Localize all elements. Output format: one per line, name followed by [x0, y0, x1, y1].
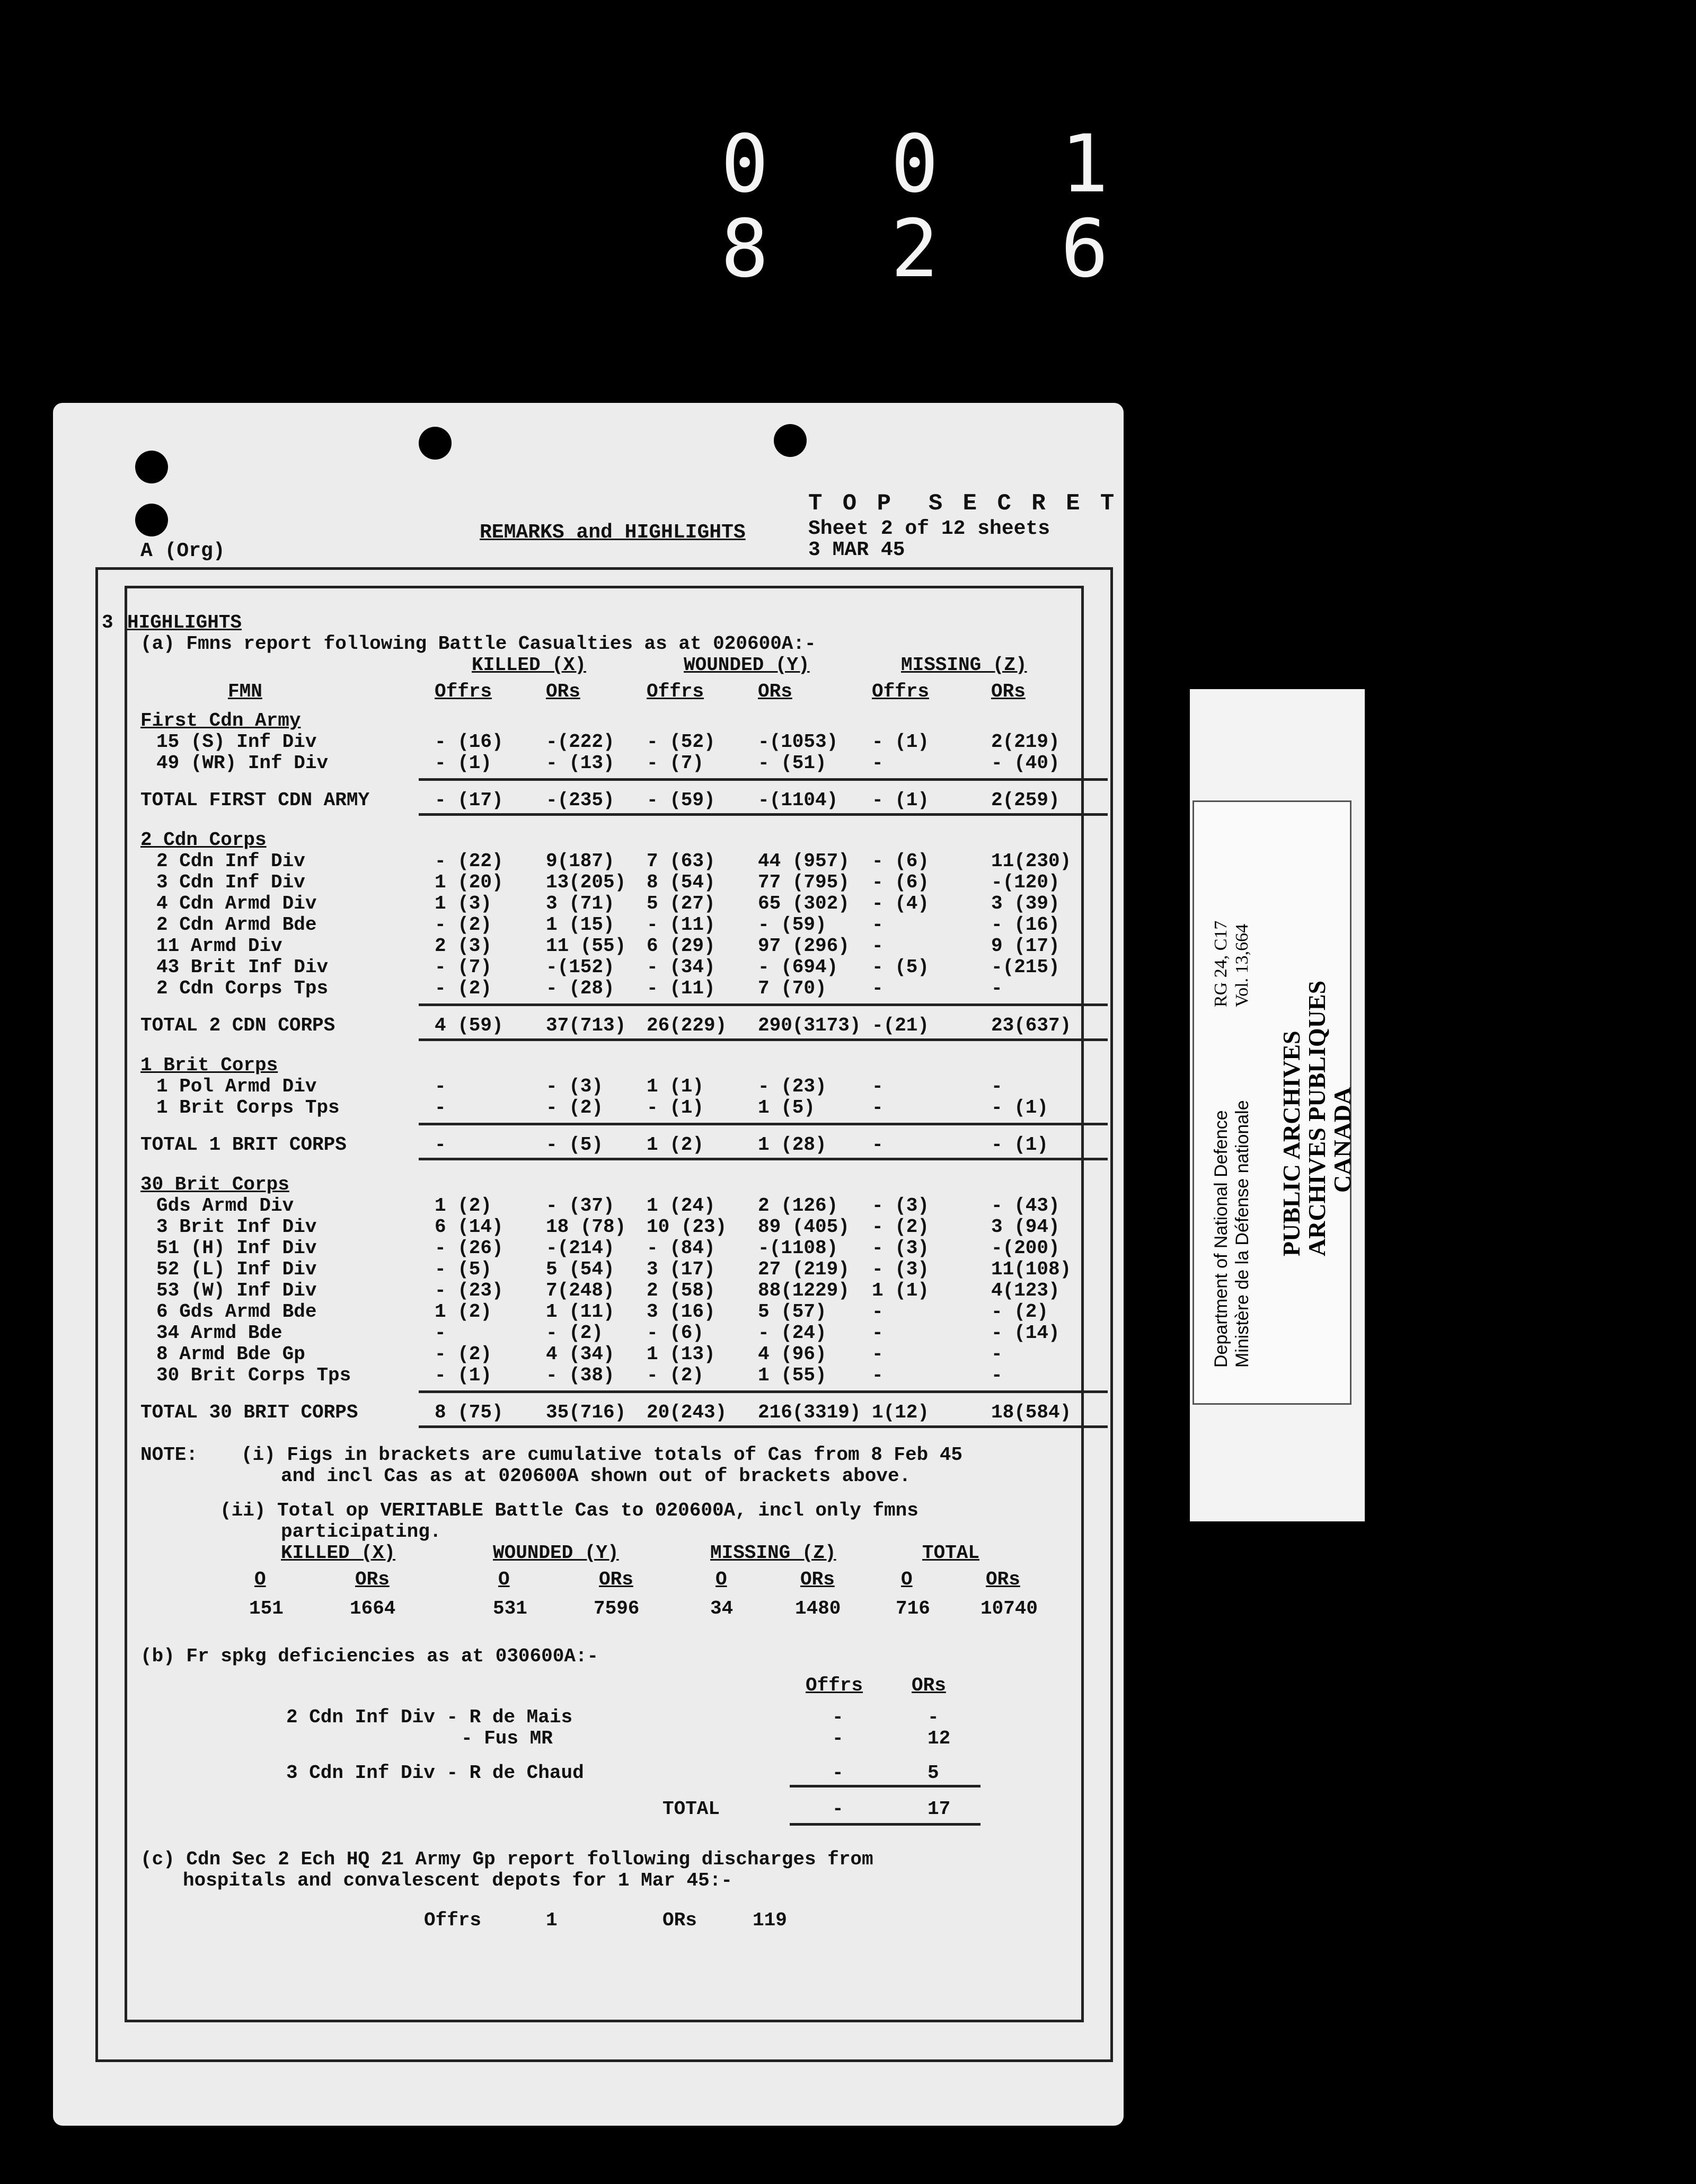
casualty-value: 77 (795) — [758, 871, 850, 893]
casualty-value: - (1) — [435, 1364, 492, 1386]
column-offrs-0: Offrs — [435, 681, 492, 702]
casualty-value: 2 (3) — [435, 935, 492, 957]
deficiency-offrs: - — [832, 1706, 844, 1728]
casualty-value: 1 (20) — [435, 871, 504, 893]
deficiency-rule-top — [790, 1785, 980, 1787]
casualty-value: - (28) — [546, 977, 615, 999]
casualty-value: - (3) — [872, 1195, 930, 1217]
total-rule-top — [419, 778, 1108, 781]
casualty-value: 7 (70) — [758, 977, 827, 999]
killed-group-heading: KILLED (X) — [472, 654, 587, 676]
casualty-value: - (52) — [647, 731, 716, 753]
casualty-value: 4 (34) — [546, 1343, 615, 1365]
microfilm-frame-number: 0 0 1 8 2 6 — [721, 118, 1146, 295]
formation-name: 2 Cdn Corps Tps — [156, 977, 329, 999]
total-rule-bottom — [419, 1038, 1108, 1041]
casualty-value: - (22) — [435, 850, 504, 872]
veritable-value: 34 — [710, 1598, 734, 1619]
section-title: HIGHLIGHTS — [127, 612, 242, 633]
total-value: 1 (28) — [758, 1134, 827, 1156]
note-label: NOTE: — [140, 1444, 198, 1466]
document-sheet — [53, 403, 1124, 2126]
veritable-subheading: O — [901, 1569, 913, 1590]
total-label: TOTAL 30 BRIT CORPS — [140, 1402, 358, 1423]
casualty-value: - — [872, 977, 884, 999]
formation-name: 53 (W) Inf Div — [156, 1280, 317, 1301]
casualty-value: 27 (219) — [758, 1258, 850, 1280]
column-offrs-2: Offrs — [647, 681, 704, 702]
casualty-value: 11(230) — [991, 850, 1072, 872]
total-value: -(21) — [872, 1015, 930, 1036]
casualty-value: - (43) — [991, 1195, 1060, 1217]
dept-fr: Ministère de la Défense nationale — [1232, 1100, 1252, 1368]
casualty-value: - — [435, 1097, 446, 1119]
formation-name: 2 Cdn Armd Bde — [156, 914, 317, 936]
deficiency-col-ors: ORs — [912, 1675, 946, 1696]
casualty-value: 2 (126) — [758, 1195, 838, 1217]
casualty-value: - (1) — [647, 1097, 704, 1119]
casualty-value: -(120) — [991, 871, 1060, 893]
veritable-value: 7596 — [594, 1598, 640, 1619]
total-rule-top — [419, 1003, 1108, 1006]
column-ors-1: ORs — [546, 681, 580, 702]
casualty-value: -(1053) — [758, 731, 838, 753]
casualty-value: 88(1229) — [758, 1280, 850, 1301]
sheet-number: Sheet 2 of 12 sheets — [808, 517, 1050, 540]
casualty-value: - (694) — [758, 956, 838, 978]
casualty-value: - (2) — [435, 1343, 492, 1365]
total-value: - (17) — [435, 789, 504, 811]
formation-name: 8 Armd Bde Gp — [156, 1343, 305, 1365]
casualty-value: - (2) — [546, 1322, 604, 1344]
casualty-value: - — [872, 935, 884, 957]
casualty-value: - (11) — [647, 977, 716, 999]
total-value: - — [872, 1134, 884, 1156]
total-rule-bottom — [419, 813, 1108, 816]
column-fmn: FMN — [228, 681, 262, 702]
casualty-value: - (37) — [546, 1195, 615, 1217]
deficiency-unit: - Fus MR — [461, 1728, 553, 1749]
casualty-value: 1 (2) — [435, 1195, 492, 1217]
column-ors-5: ORs — [991, 681, 1026, 702]
casualty-value: 1 (11) — [546, 1301, 615, 1323]
formation-name: 34 Armd Bde — [156, 1322, 282, 1344]
archive-name-fr: ARCHIVES PUBLIQUES — [1303, 980, 1330, 1256]
group-heading-cdn2: 2 Cdn Corps — [140, 829, 267, 851]
document-date: 3 MAR 45 — [808, 539, 905, 561]
formation-name: 3 Brit Inf Div — [156, 1216, 317, 1238]
total-value: - — [435, 1134, 446, 1156]
casualty-value: - — [872, 1322, 884, 1344]
casualty-value: 2(219) — [991, 731, 1060, 753]
formation-name: 52 (L) Inf Div — [156, 1258, 317, 1280]
casualty-value: - (59) — [758, 914, 827, 936]
casualty-value: - (5) — [872, 956, 930, 978]
casualty-value: 5 (27) — [647, 893, 716, 914]
veritable-heading: KILLED (X) — [281, 1542, 396, 1564]
discharge-offrs-label: Offrs — [424, 1909, 482, 1931]
casualty-value: 6 (14) — [435, 1216, 504, 1238]
veritable-value: 1664 — [350, 1598, 396, 1619]
formation-name: 30 Brit Corps Tps — [156, 1364, 351, 1386]
casualty-value: 65 (302) — [758, 893, 850, 914]
deficiency-unit: 3 Cdn Inf Div - R de Chaud — [286, 1762, 584, 1784]
deficiency-unit: 2 Cdn Inf Div - R de Mais — [286, 1706, 573, 1728]
formation-name: 11 Armd Div — [156, 935, 282, 957]
formation-name: 49 (WR) Inf Div — [156, 752, 329, 774]
casualty-value: -(214) — [546, 1237, 615, 1259]
formation-name: 2 Cdn Inf Div — [156, 850, 305, 872]
casualty-value: - (2) — [647, 1364, 704, 1386]
casualty-value: 8 (54) — [647, 871, 716, 893]
casualty-value: - (34) — [647, 956, 716, 978]
total-label: TOTAL FIRST CDN ARMY — [140, 789, 370, 811]
casualty-value: 3 (39) — [991, 893, 1060, 914]
casualty-value: - (38) — [546, 1364, 615, 1386]
casualty-value: 1 (55) — [758, 1364, 827, 1386]
casualty-value: 44 (957) — [758, 850, 850, 872]
veritable-heading: TOTAL — [922, 1542, 980, 1564]
casualty-value: - (11) — [647, 914, 716, 936]
formation-name: 3 Cdn Inf Div — [156, 871, 305, 893]
total-value: - (5) — [546, 1134, 604, 1156]
casualty-value: - — [991, 1076, 1003, 1097]
casualty-value: - — [872, 1343, 884, 1365]
casualty-value: 1 (3) — [435, 893, 492, 914]
veritable-subheading: O — [498, 1569, 510, 1590]
archive-reference: RG 24, C17 — [1211, 920, 1231, 1007]
casualty-value: - (4) — [872, 893, 930, 914]
casualty-value: - — [872, 914, 884, 936]
casualty-value: 89 (405) — [758, 1216, 850, 1238]
total-rule-top — [419, 1390, 1108, 1393]
veritable-subheading: ORs — [986, 1569, 1020, 1590]
discharge-offrs-value: 1 — [546, 1909, 558, 1931]
content-area — [53, 403, 1124, 2126]
casualty-value: 5 (54) — [546, 1258, 615, 1280]
casualty-value: 3 (71) — [546, 893, 615, 914]
veritable-value: 531 — [493, 1598, 527, 1619]
casualty-value: 7 (63) — [647, 850, 716, 872]
casualty-value: - (5) — [435, 1258, 492, 1280]
group-heading-first_army: First Cdn Army — [140, 710, 301, 732]
deficiency-offrs: - — [832, 1728, 844, 1749]
total-label: TOTAL 1 BRIT CORPS — [140, 1134, 347, 1156]
casualty-value: - (51) — [758, 752, 827, 774]
total-value: 23(637) — [991, 1015, 1072, 1036]
formation-name: 51 (H) Inf Div — [156, 1237, 317, 1259]
veritable-subheading: ORs — [599, 1569, 633, 1590]
casualty-value: - (14) — [991, 1322, 1060, 1344]
column-offrs-4: Offrs — [872, 681, 930, 702]
casualty-value: - (24) — [758, 1322, 827, 1344]
casualty-value: - — [872, 1097, 884, 1119]
casualty-value: - (26) — [435, 1237, 504, 1259]
formation-name: 1 Brit Corps Tps — [156, 1097, 340, 1119]
casualty-value: - (23) — [758, 1076, 827, 1097]
formation-name: 1 Pol Armd Div — [156, 1076, 317, 1097]
page-title: REMARKS and HIGHLIGHTS — [480, 521, 746, 544]
casualty-value: 1 (5) — [758, 1097, 816, 1119]
casualty-value: 3 (17) — [647, 1258, 716, 1280]
section-number: 3 — [102, 612, 113, 633]
casualty-value: - (3) — [546, 1076, 604, 1097]
casualty-value: - (16) — [991, 914, 1060, 936]
casualty-value: 11(108) — [991, 1258, 1072, 1280]
casualty-value: -(152) — [546, 956, 615, 978]
classification: T O P S E C R E T — [808, 490, 1118, 517]
formation-name: 6 Gds Armd Bde — [156, 1301, 317, 1323]
casualty-value: - — [872, 1364, 884, 1386]
casualty-value: 4(123) — [991, 1280, 1060, 1301]
total-value: -(235) — [546, 789, 615, 811]
group-heading-brit30: 30 Brit Corps — [140, 1174, 289, 1195]
discharge-ors-value: 119 — [753, 1909, 787, 1931]
deficiency-ors: 12 — [928, 1728, 951, 1749]
total-value: 216(3319) — [758, 1402, 861, 1423]
casualty-value: - (3) — [872, 1258, 930, 1280]
casualty-value: - — [991, 977, 1003, 999]
casualty-value: - — [872, 1076, 884, 1097]
casualty-value: 3 (94) — [991, 1216, 1060, 1238]
note-ii-line2: participating. — [281, 1521, 441, 1543]
veritable-value: 716 — [896, 1598, 930, 1619]
discharge-line1: (c) Cdn Sec 2 Ech HQ 21 Army Gp report following discharges from — [140, 1848, 873, 1870]
casualty-value: 7(248) — [546, 1280, 615, 1301]
casualty-value: - (6) — [647, 1322, 704, 1344]
total-value: - (1) — [872, 789, 930, 811]
veritable-subheading: O — [716, 1569, 727, 1590]
org-code: A (Org) — [140, 540, 225, 562]
casualty-intro: (a) Fmns report following Battle Casualties as at 020600A:- — [140, 633, 816, 655]
casualty-value: - (13) — [546, 752, 615, 774]
casualty-value: - (84) — [647, 1237, 716, 1259]
archive-country: CANADA — [1329, 1087, 1356, 1193]
total-value: 20(243) — [647, 1402, 727, 1423]
discharge-ors-label: ORs — [662, 1909, 697, 1931]
total-rule-bottom — [419, 1158, 1108, 1160]
casualty-value: - (3) — [872, 1237, 930, 1259]
total-value: - (59) — [647, 789, 716, 811]
discharge-line2: hospitals and convalescent depots for 1 Mar 45:- — [183, 1870, 732, 1891]
casualty-value: 6 (29) — [647, 935, 716, 957]
casualty-value: -(200) — [991, 1237, 1060, 1259]
casualty-value: - (1) — [991, 1097, 1049, 1119]
veritable-subheading: ORs — [355, 1569, 390, 1590]
formation-name: 15 (S) Inf Div — [156, 731, 317, 753]
veritable-heading: MISSING (Z) — [710, 1542, 836, 1564]
veritable-value: 151 — [249, 1598, 284, 1619]
casualty-value: 13(205) — [546, 871, 626, 893]
total-label: TOTAL 2 CDN CORPS — [140, 1015, 335, 1036]
formation-name: 43 Brit Inf Div — [156, 956, 329, 978]
casualty-value: 1 (24) — [647, 1195, 716, 1217]
total-value: 26(229) — [647, 1015, 727, 1036]
veritable-subheading: O — [254, 1569, 266, 1590]
formation-name: Gds Armd Div — [156, 1195, 294, 1217]
formation-name: 4 Cdn Armd Div — [156, 893, 317, 914]
casualty-value: 1 (13) — [647, 1343, 716, 1365]
casualty-value: 2 (58) — [647, 1280, 716, 1301]
total-rule-bottom — [419, 1425, 1108, 1428]
casualty-value: - (2) — [435, 914, 492, 936]
note-i-line2: and incl Cas as at 020600A shown out of brackets above. — [281, 1465, 911, 1487]
group-heading-brit1: 1 Brit Corps — [140, 1054, 278, 1076]
casualty-value: 18 (78) — [546, 1216, 626, 1238]
total-value: 35(716) — [546, 1402, 626, 1423]
total-value: - (1) — [991, 1134, 1049, 1156]
casualty-value: 3 (16) — [647, 1301, 716, 1323]
total-value: 18(584) — [991, 1402, 1072, 1423]
casualty-value: - — [872, 1301, 884, 1323]
note-i-line1: (i) Figs in brackets are cumulative totals of Cas from 8 Feb 45 — [241, 1444, 963, 1466]
casualty-value: 10 (23) — [647, 1216, 727, 1238]
casualty-value: - — [991, 1364, 1003, 1386]
casualty-value: 1 (1) — [647, 1076, 704, 1097]
casualty-value: 1 (15) — [546, 914, 615, 936]
dept-en: Department of National Defence — [1211, 1110, 1231, 1368]
veritable-heading: WOUNDED (Y) — [493, 1542, 619, 1564]
casualty-value: - (2) — [546, 1097, 604, 1119]
casualty-value: 11 (55) — [546, 935, 626, 957]
missing-group-heading: MISSING (Z) — [901, 654, 1027, 676]
deficiency-offrs: - — [832, 1762, 844, 1784]
casualty-value: -(222) — [546, 731, 615, 753]
casualty-value: 9 (17) — [991, 935, 1060, 957]
total-value: 37(713) — [546, 1015, 626, 1036]
casualty-value: - — [435, 1076, 446, 1097]
deficiency-ors: - — [928, 1706, 939, 1728]
veritable-value: 1480 — [795, 1598, 841, 1619]
casualty-value: - — [872, 752, 884, 774]
veritable-subheading: ORs — [800, 1569, 835, 1590]
casualty-value: - — [435, 1322, 446, 1344]
deficiency-col-offrs: Offrs — [806, 1675, 863, 1696]
casualty-value: - (1) — [435, 752, 492, 774]
casualty-value: - (40) — [991, 752, 1060, 774]
casualty-value: - — [991, 1343, 1003, 1365]
casualty-value: 1 (2) — [435, 1301, 492, 1323]
casualty-value: - (6) — [872, 871, 930, 893]
casualty-value: -(215) — [991, 956, 1060, 978]
deficiency-ors: 5 — [928, 1762, 939, 1784]
casualty-value: -(1108) — [758, 1237, 838, 1259]
total-value: 2(259) — [991, 789, 1060, 811]
casualty-value: - (23) — [435, 1280, 504, 1301]
note-ii-line1: (ii) Total op VERITABLE Battle Cas to 020600A, incl only fmns — [220, 1500, 918, 1521]
total-rule-top — [419, 1123, 1108, 1125]
casualty-value: 5 (57) — [758, 1301, 827, 1323]
casualty-value: - (1) — [872, 731, 930, 753]
casualty-value: - (2) — [435, 977, 492, 999]
veritable-value: 10740 — [980, 1598, 1038, 1619]
archive-name-en: PUBLIC ARCHIVES — [1278, 1031, 1305, 1256]
wounded-group-heading: WOUNDED (Y) — [684, 654, 810, 676]
deficiency-rule-bottom — [790, 1823, 980, 1826]
casualty-value: - (2) — [872, 1216, 930, 1238]
deficiency-intro: (b) Fr spkg deficiencies as at 030600A:- — [140, 1645, 599, 1667]
deficiency-total-offrs: - — [832, 1798, 844, 1820]
casualty-value: 4 (96) — [758, 1343, 827, 1365]
casualty-value: 9(187) — [546, 850, 615, 872]
casualty-value: - (7) — [435, 956, 492, 978]
deficiency-total-label: TOTAL — [662, 1798, 720, 1820]
total-value: 1(12) — [872, 1402, 930, 1423]
deficiency-total-ors: 17 — [928, 1798, 951, 1820]
casualty-value: 97 (296) — [758, 935, 850, 957]
casualty-value: - (2) — [991, 1301, 1049, 1323]
casualty-value: 1 (1) — [872, 1280, 930, 1301]
total-value: 4 (59) — [435, 1015, 504, 1036]
total-value: 1 (2) — [647, 1134, 704, 1156]
column-ors-3: ORs — [758, 681, 792, 702]
total-value: -(1104) — [758, 789, 838, 811]
archive-volume: Vol. 13,664 — [1232, 923, 1252, 1007]
casualty-value: - (6) — [872, 850, 930, 872]
total-value: 8 (75) — [435, 1402, 504, 1423]
casualty-value: - (16) — [435, 731, 504, 753]
total-value: 290(3173) — [758, 1015, 861, 1036]
casualty-value: - (7) — [647, 752, 704, 774]
